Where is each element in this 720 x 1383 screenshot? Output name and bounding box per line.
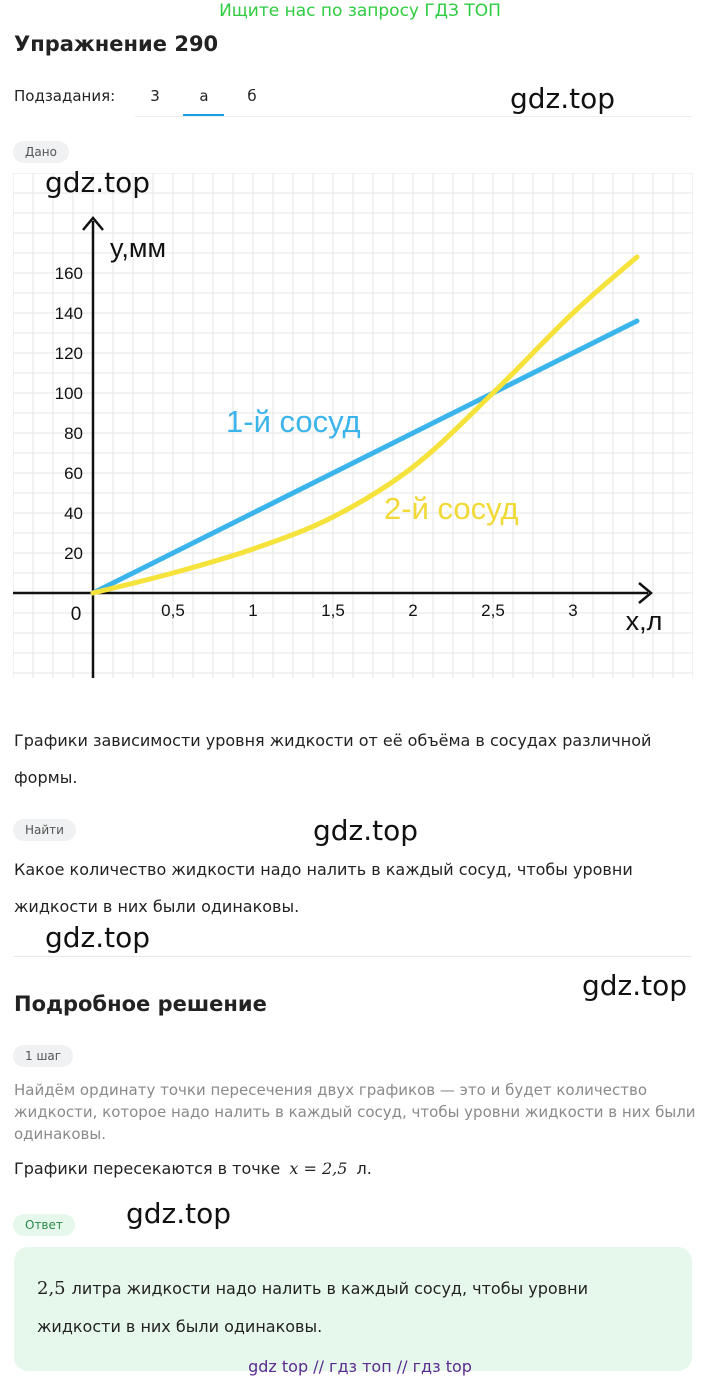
step-badge: 1 шаг [13, 1045, 73, 1067]
find-line: Какое количество жидкости надо налить в каждый сосуд, чтобы уровни [14, 860, 633, 879]
answer-math: 2,5 [37, 1278, 66, 1299]
section-divider [14, 956, 692, 957]
x-axis-label: x,л [625, 606, 663, 636]
x-tick-label: 1,5 [321, 601, 345, 620]
tab-3[interactable]: 3 [150, 87, 160, 105]
top-banner[interactable]: Ищите нас по запросу ГДЗ ТОП [219, 1, 501, 21]
watermark: gdz.top [313, 814, 419, 847]
step-line: жидкости, которое надо налить в каждый сосуд, чтобы уровни жидкости в них были [14, 1103, 696, 1121]
given-line: Графики зависимости уровня жидкости от её объёма в сосудах различной [14, 731, 652, 750]
tabs-divider [135, 116, 692, 117]
find-line: жидкости в них были одинаковы. [14, 897, 300, 916]
y-tick-label: 100 [54, 384, 83, 403]
watermark: gdz.top [510, 82, 616, 115]
liquid-level-chart [13, 173, 693, 678]
y-tick-label: 80 [64, 424, 83, 443]
step-line: Найдём ординату точки пересечения двух графиков — это и будет количество [14, 1081, 648, 1099]
y-tick-label: 160 [54, 264, 83, 283]
chart-series [93, 257, 637, 593]
x-tick-label: 0,5 [161, 601, 185, 620]
answer-line: жидкости в них были одинаковы. [37, 1317, 323, 1336]
series-line-2 [93, 257, 637, 593]
step-explanation [14, 1079, 696, 1145]
x-tick-label: 2,5 [481, 601, 505, 620]
solution-title: Подробное решение [14, 992, 267, 1016]
watermark: gdz.top [582, 969, 688, 1002]
tab-a[interactable]: а [199, 87, 209, 105]
footer-links[interactable]: gdz top // гдз топ // гдз top [248, 1357, 472, 1376]
series-label-2: 2-й сосуд [384, 491, 519, 526]
watermark: gdz.top [126, 1197, 232, 1230]
step-result-math: x = 2,5 [289, 1159, 348, 1178]
watermark: gdz.top [45, 921, 151, 954]
y-tick-label: 60 [64, 464, 83, 483]
step-result-suffix: л. [356, 1159, 372, 1178]
y-tick-label: 140 [54, 304, 83, 323]
step-result-prefix: Графики пересекаются в точке [14, 1159, 281, 1178]
x-tick-label: 3 [568, 601, 578, 620]
given-badge: Дано [13, 141, 69, 163]
answer-line: литра жидкости надо налить в каждый сосуд, чтобы уровни [71, 1279, 589, 1298]
step-result [14, 1159, 372, 1178]
y-tick-label: 120 [54, 344, 83, 363]
exercise-title: Упражнение 290 [14, 32, 219, 56]
series-label-1: 1-й сосуд [226, 404, 361, 439]
series-line-1 [93, 321, 637, 593]
given-line: формы. [14, 768, 78, 787]
x-tick-label: 1 [248, 601, 258, 620]
origin-label: 0 [70, 604, 82, 625]
tab-b[interactable]: б [247, 87, 257, 105]
given-text [14, 722, 651, 796]
step-line: одинаковы. [14, 1125, 106, 1143]
y-tick-label: 20 [64, 544, 83, 563]
active-tab-indicator [183, 114, 224, 116]
subtasks-label: Подзадания: [14, 87, 116, 105]
y-tick-label: 40 [64, 504, 83, 523]
find-text [14, 851, 633, 925]
find-badge: Найти [13, 819, 76, 841]
answer-text [37, 1270, 588, 1346]
watermark: gdz.top [45, 166, 151, 199]
y-axis-label: y,мм [109, 233, 167, 263]
answer-badge: Ответ [13, 1214, 75, 1236]
x-tick-label: 2 [408, 601, 418, 620]
